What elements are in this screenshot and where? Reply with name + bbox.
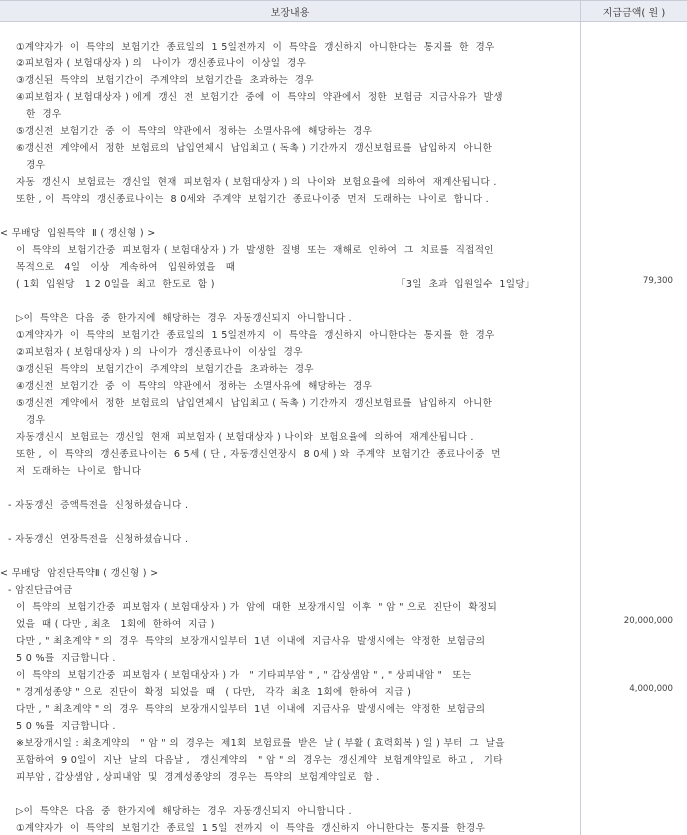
column-divider: [580, 22, 581, 835]
coverage-text-line: 5 0 %를 지급합니다 .: [16, 721, 116, 732]
coverage-text-line: " 경계성종양 " 으로 진단이 확정 되었을 때 ( 다만, 각각 최초 1회에 한하여 지급 ): [16, 687, 412, 698]
coverage-text-line: 이 특약의 보험기간중 피보험자 ( 보험대상자 ) 가 암에 대한 보장개시일 이후 " 암 " 으로 진단이 확정되: [16, 602, 498, 613]
header-coverage-content: 보장내용: [270, 7, 310, 19]
coverage-text-line: ③갱신된 특약의 보험기간이 주계약의 보험기간을 초과하는 경우: [16, 364, 314, 375]
payment-amount: 79,300: [642, 276, 673, 286]
coverage-text-line: 경우: [16, 160, 46, 171]
payment-amount: 20,000,000: [623, 616, 673, 626]
coverage-text-line: ⑤갱신전 보험기간 중 이 특약의 약관에서 정하는 소멸사유에 해당하는 경우: [16, 126, 373, 137]
header-payment-amount: 지급금액( 원 ): [580, 1, 687, 21]
coverage-text-line: 었을 때 ( 다만 , 최초 1회에 한하여 지급 ): [16, 619, 215, 630]
coverage-text-line: ③갱신된 특약의 보험기간이 주계약의 보험기간을 초과하는 경우: [16, 75, 314, 86]
coverage-text-line: ④피보험자 ( 보험대상자 ) 에게 갱신 전 보험기간 중에 이 특약의 약관에서 정한 보험금 지급사유가 발생: [16, 92, 503, 103]
coverage-text-line: - 자동갱신 연장특전을 신청하셨습니다 .: [8, 534, 189, 545]
payment-amount: 4,000,000: [629, 684, 673, 694]
coverage-text-line: - 자동갱신 증액특전을 신청하셨습니다 .: [8, 500, 189, 511]
coverage-text-line: - 암진단급여금: [8, 585, 73, 596]
coverage-text-line: ④갱신전 보험기간 중 이 특약의 약관에서 정하는 소멸사유에 해당하는 경우: [16, 381, 373, 392]
coverage-text-line: ②피보험자 ( 보험대상자 ) 의 나이가 갱신종료나이 이상일 경우: [16, 58, 307, 69]
coverage-text-line: 이 특약의 보험기간중 피보험자 ( 보험대상자 ) 가 발생한 질병 또는 재해로 인하여 그 치료를 직접적인: [16, 245, 494, 256]
coverage-text-line: 포함하여 9 0일이 지난 날의 다음날 , 갱신계약의 " 암 " 의 경우는 갱신계약 보험계약일로 하고 , 기타: [16, 755, 503, 766]
coverage-text-line: < 무배당 입원특약 Ⅱ ( 갱신형 ) >: [0, 228, 156, 239]
coverage-text-line: 다만 , " 최초계약 " 의 경우 특약의 보장개시일부터 1년 이내에 지급사유 발생시에는 약정한 보험금의: [16, 704, 486, 715]
coverage-text-line: 자동 갱신시 보험료는 갱신일 현재 피보험자 ( 보험대상자 ) 의 나이와 보험요율에 의하여 재계산됩니다 .: [16, 177, 497, 188]
coverage-text-line: ▷이 특약은 다음 중 한가지에 해당하는 경우 자동갱신되지 아니합니다 .: [16, 806, 352, 817]
coverage-text-line: ①계약자가 이 특약의 보험기간 종료일 1 5일 전까지 이 특약을 갱신하지 아니한다는 통지를 한경우: [16, 823, 486, 834]
coverage-text-line: 목적으로 4일 이상 계속하여 입원하였을 때: [16, 262, 236, 273]
coverage-text-line: < 무배당 암진단특약Ⅱ ( 갱신형 ) >: [0, 568, 159, 579]
coverage-text-line: ②피보험자 ( 보험대상자 ) 의 나이가 갱신종료나이 이상일 경우: [16, 347, 303, 358]
coverage-text-line: ①계약자가 이 특약의 보험기간 종료일의 1 5일전까지 이 특약을 갱신하지 아니한다는 통지를 한 경우: [16, 330, 495, 341]
table-header: [0, 0, 687, 22]
coverage-text-line: ⑤갱신전 계약에서 정한 보험료의 납입연체시 납입최고 ( 독촉 ) 기간까지 갱신보험료를 납입하지 아니한: [16, 398, 493, 409]
coverage-text-line: 이 특약의 보험기간중 피보험자 ( 보험대상자 ) 가 " 기타피부암 " , " 갑상샘암 " , " 상피내암 " 또는: [16, 670, 472, 681]
coverage-text-line: 저 도래하는 나이로 합니다: [16, 466, 142, 477]
coverage-text-line: ▷이 특약은 다음 중 한가지에 해당하는 경우 자동갱신되지 아니합니다 .: [16, 313, 352, 324]
coverage-text-line: ⑥갱신전 계약에서 정한 보험료의 납입연체시 납입최고 ( 독촉 ) 기간까지 갱신보험료를 납입하지 아니한: [16, 143, 493, 154]
coverage-text-line: 5 0 %를 지급합니다 .: [16, 653, 116, 664]
coverage-text-line: ①계약자가 이 특약의 보험기간 종료일의 1 5일전까지 이 특약을 갱신하지 아니한다는 통지를 한 경우: [16, 42, 495, 53]
coverage-text-line: 「3일 초과 입원일수 1일당」: [396, 279, 535, 290]
coverage-text-line: 피부암 , 갑상샘암 , 상피내암 및 경계성종양의 경우는 특약의 보험계약일로 함 .: [16, 772, 380, 783]
coverage-text-line: 한 경우: [16, 109, 62, 120]
coverage-text-line: 다만 , " 최초계약 " 의 경우 특약의 보장개시일부터 1년 이내에 지급사유 발생시에는 약정한 보험금의: [16, 636, 486, 647]
coverage-text-line: 또한 , 이 특약의 갱신종료나이는 8 0세와 주계약 보험기간 종료나이중 먼저 도래하는 나이로 합니다 .: [16, 194, 490, 205]
coverage-text-line: ( 1회 입원당 1 2 0일을 최고 한도로 함 ): [16, 279, 215, 290]
coverage-text-line: 또한 , 이 특약의 갱신종료나이는 6 5세 ( 단 , 자동갱신연장시 8 0세 ) 와 주계약 보험기간 종료나이중 먼: [16, 449, 501, 460]
coverage-text-line: 경우: [16, 415, 46, 426]
coverage-text-line: 자동갱신시 보험료는 갱신일 현재 피보험자 ( 보험대상자 ) 나이와 보험요율에 의하여 재계산됩니다 .: [16, 432, 474, 443]
coverage-text-line: ※보장개시일 : 최초계약의 " 암 " 의 경우는 제1회 보험료를 받은 날 ( 부활 ( 효력회복 ) 일 ) 부터 그 날을: [16, 738, 505, 749]
